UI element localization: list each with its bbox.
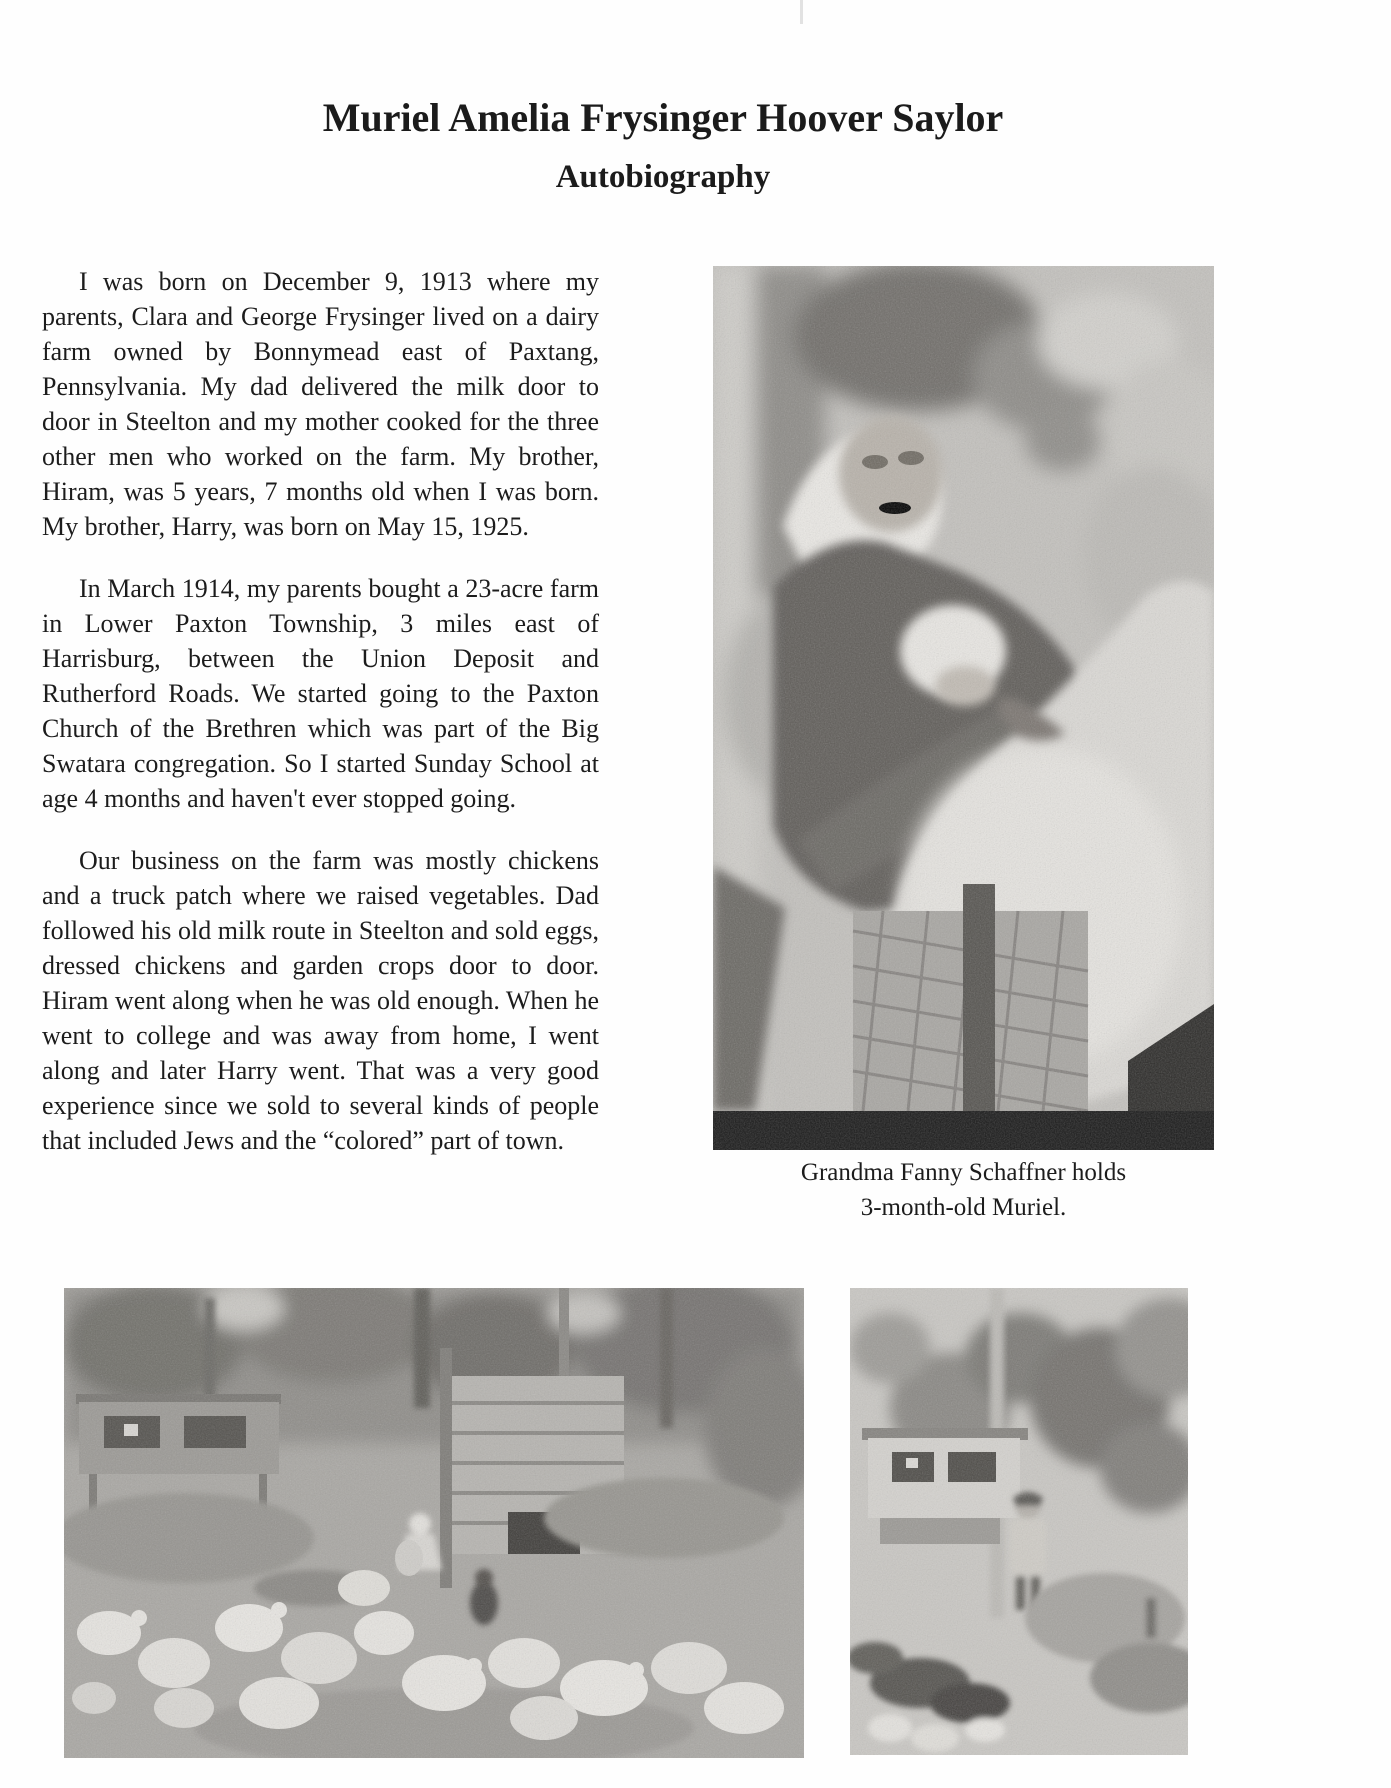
paragraph-farm-purchase: In March 1914, my parents bought a 23-acre farm in Lower Paxton Township, 3 miles east of Harrisburg, between the Union Deposit and Rutherford Roads. We started going to the Paxton Church of the Brethren which was part of the Big Swatara congregation. So I started Sunday School at age 4 months and haven't ever stopped going.: [42, 574, 599, 813]
paragraph-farm-business: Our business on the farm was mostly chickens and a truck patch where we raised vegetables. Dad followed his old milk route in Steelton and sold eggs, dressed chickens and garden crops door to door. Hiram went along when he was old enough. When he went to college and was away from home, I went along and later Harry went. That was a very good experience since we sold to several kinds of people that included Jews and the “colored” part of town.: [42, 846, 599, 1155]
page-title: Muriel Amelia Frysinger Hoover Saylor: [322, 95, 1004, 140]
autobiography-text: [42, 264, 599, 1185]
chicken-yard-illustration: [64, 1288, 804, 1758]
halftone-grain: [713, 266, 1214, 1150]
portrait-caption-line1: Grandma Fanny Schaffner holds: [800, 1159, 1127, 1186]
halftone-grain: [64, 1288, 804, 1758]
scan-artifact-line: [800, 0, 803, 24]
portrait-caption: [713, 1155, 1214, 1225]
page-subtitle: Autobiography: [555, 159, 771, 195]
paragraph-birth: I was born on December 9, 1913 where my parents, Clara and George Frysinger lived on a dairy farm owned by Bonnymead east of Paxtang, Pennsylvania. My dad delivered the milk door to door in Steelton and my mother cooked for the three other men who worked on the farm. My brother, Hiram, was 5 years, 7 months old when I was born. My brother, Harry, was born on May 15, 1925.: [42, 267, 599, 541]
photo-child-outdoors: [850, 1288, 1188, 1755]
grandma-baby-illustration: [713, 266, 1214, 1150]
halftone-grain: [850, 1288, 1188, 1755]
child-outdoors-illustration: [850, 1288, 1188, 1755]
photo-grandma-holding-baby: [713, 266, 1214, 1150]
photo-chicken-yard: [64, 1288, 804, 1758]
portrait-caption-line2: 3-month-old Muriel.: [860, 1194, 1067, 1221]
